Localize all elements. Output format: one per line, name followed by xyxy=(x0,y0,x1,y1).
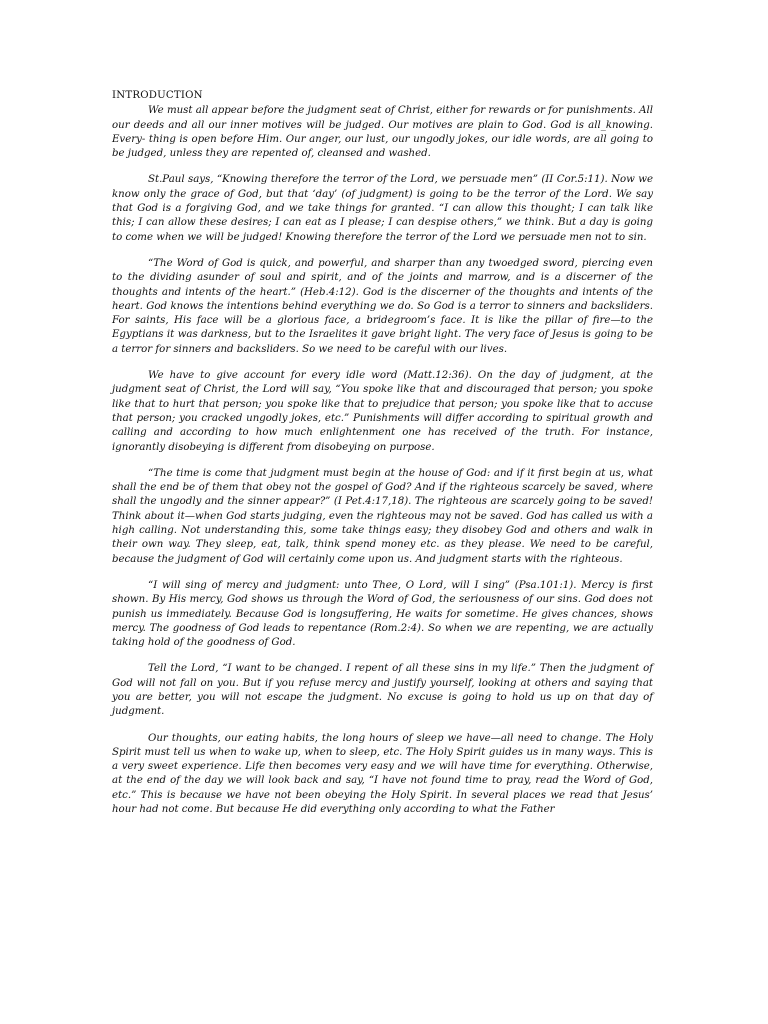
document-page xyxy=(112,89,653,829)
paragraph-mercy-and-judgment: “I will sing of mercy and judgment: unto Thee, O Lord, will I sing” (Psa.101:1). Mercy is first shown. By His mercy, God shows us through the Word of God, the seriousness of our sins. God does not punish us immediately. Because God is longsuffering, He waits for sometime. He gives chances, shows mercy. The goodness of God leads to repentance (Rom.2:4). So when we are repenting, we are actually taking hold of the goodness of God. xyxy=(112,579,653,649)
paragraph-judgment-seat: We must all appear before the judgment seat of Christ, either for rewards or for punishments. All our deeds and all our inner motives will be judged. Our motives are plain to God. God is all_knowing. Every- thing is open before Him. Our anger, our lust, our ungodly jokes, our idle words, are all going to be judged, unless they are repented of, cleansed and washed. xyxy=(112,105,653,160)
paragraph-idle-word: We have to give account for every idle word (Matt.12:36). On the day of judgment, at the judgment seat of Christ, the Lord will say, “You spoke like that and discouraged that person; you spoke like that to hurt that person; you spoke like that to prejudice that person; you spoke like that to accuse that person; you cracked ungodly jokes, etc.” Punishments will differ according to spiritual growth and calling and according to how much enlightenment one has received of the truth. For instance, ignorantly disobeying is different from disobeying on purpose. xyxy=(112,370,653,453)
paragraph-house-of-god: “The time is come that judgment must begin at the house of God: and if it first begin at us, what shall the end be of them that obey not the gospel of God? And if the righteous scarcely be saved, where shall the ungodly and the sinner appear?” (I Pet.4:17,18). The righteous are scarcely going to be saved! Think about it—when God starts judging, even the righteous may not be saved. God has called us with a high calling. Not understanding this, some take things easy; they disobey God and others and walk in their own way. They sleep, eat, talk, think spend money etc. as they please. We need to be careful, because the judgment of God will certainly come upon us. And judgment starts with the righteous. xyxy=(112,467,653,565)
paragraph-tell-the-lord: Tell the Lord, “I want to be changed. I repent of all these sins in my life.” Then the judgment of God will not fall on you. But if you refuse mercy and justify yourself, looking at others and saying that you are better, you will not escape the judgment. No excuse is going to hold us up on that day of judgment. xyxy=(112,663,653,718)
paragraph-word-of-god: “The Word of God is quick, and powerful, and sharper than any twoedged sword, piercing even to the dividing asunder of soul and spirit, and of the joints and marrow, and is a discerner of the thoughts and intents of the heart.” (Heb.4:12). God is the discerner of the thoughts and intents of the heart. God knows the intentions behind everything we do. So God is a terror to sinners and backsliders. For saints, His face will be a glorious face, a bridegroom’s face. It is like the pillar of fire—to the Egyptians it was darkness, but to the Israelites it gave bright light. The very face of Jesus is going to be a terror for sinners and backsliders. So we need to be careful with our lives. xyxy=(112,257,653,355)
paragraph-terror-of-the-lord: St.Paul says, “Knowing therefore the terror of the Lord, we persuade men” (II Cor.5:11). Now we know only the grace of God, but that ‘day’ (of judgment) is going to be the terror of the Lord. We say that God is a forgiving God, and we take things for granted. “I can allow this thought; I can talk like this; I can allow these desires; I can eat as I please; I can despise others,” we think. But a day is going to come when we will be judged! Knowing therefore the terror of the Lord we persuade men not to sin. xyxy=(112,174,653,243)
paragraph-holy-spirit: Our thoughts, our eating habits, the long hours of sleep we have—all need to change. The Holy Spirit must tell us when to wake up, when to sleep, etc. The Holy Spirit guides us in many ways. This is a very sweet experience. Life then becomes very easy and we will have time for everything. Otherwise, at the end of the day we will look back and say, “I have not found time to pray, read the Word of God, etc.” This is because we have not been obeying the Holy Spirit. In several places we read that Jesus’ hour had not come. But because He did everything only according to what the Father xyxy=(112,732,653,816)
document-heading: INTRODUCTION xyxy=(112,90,203,101)
